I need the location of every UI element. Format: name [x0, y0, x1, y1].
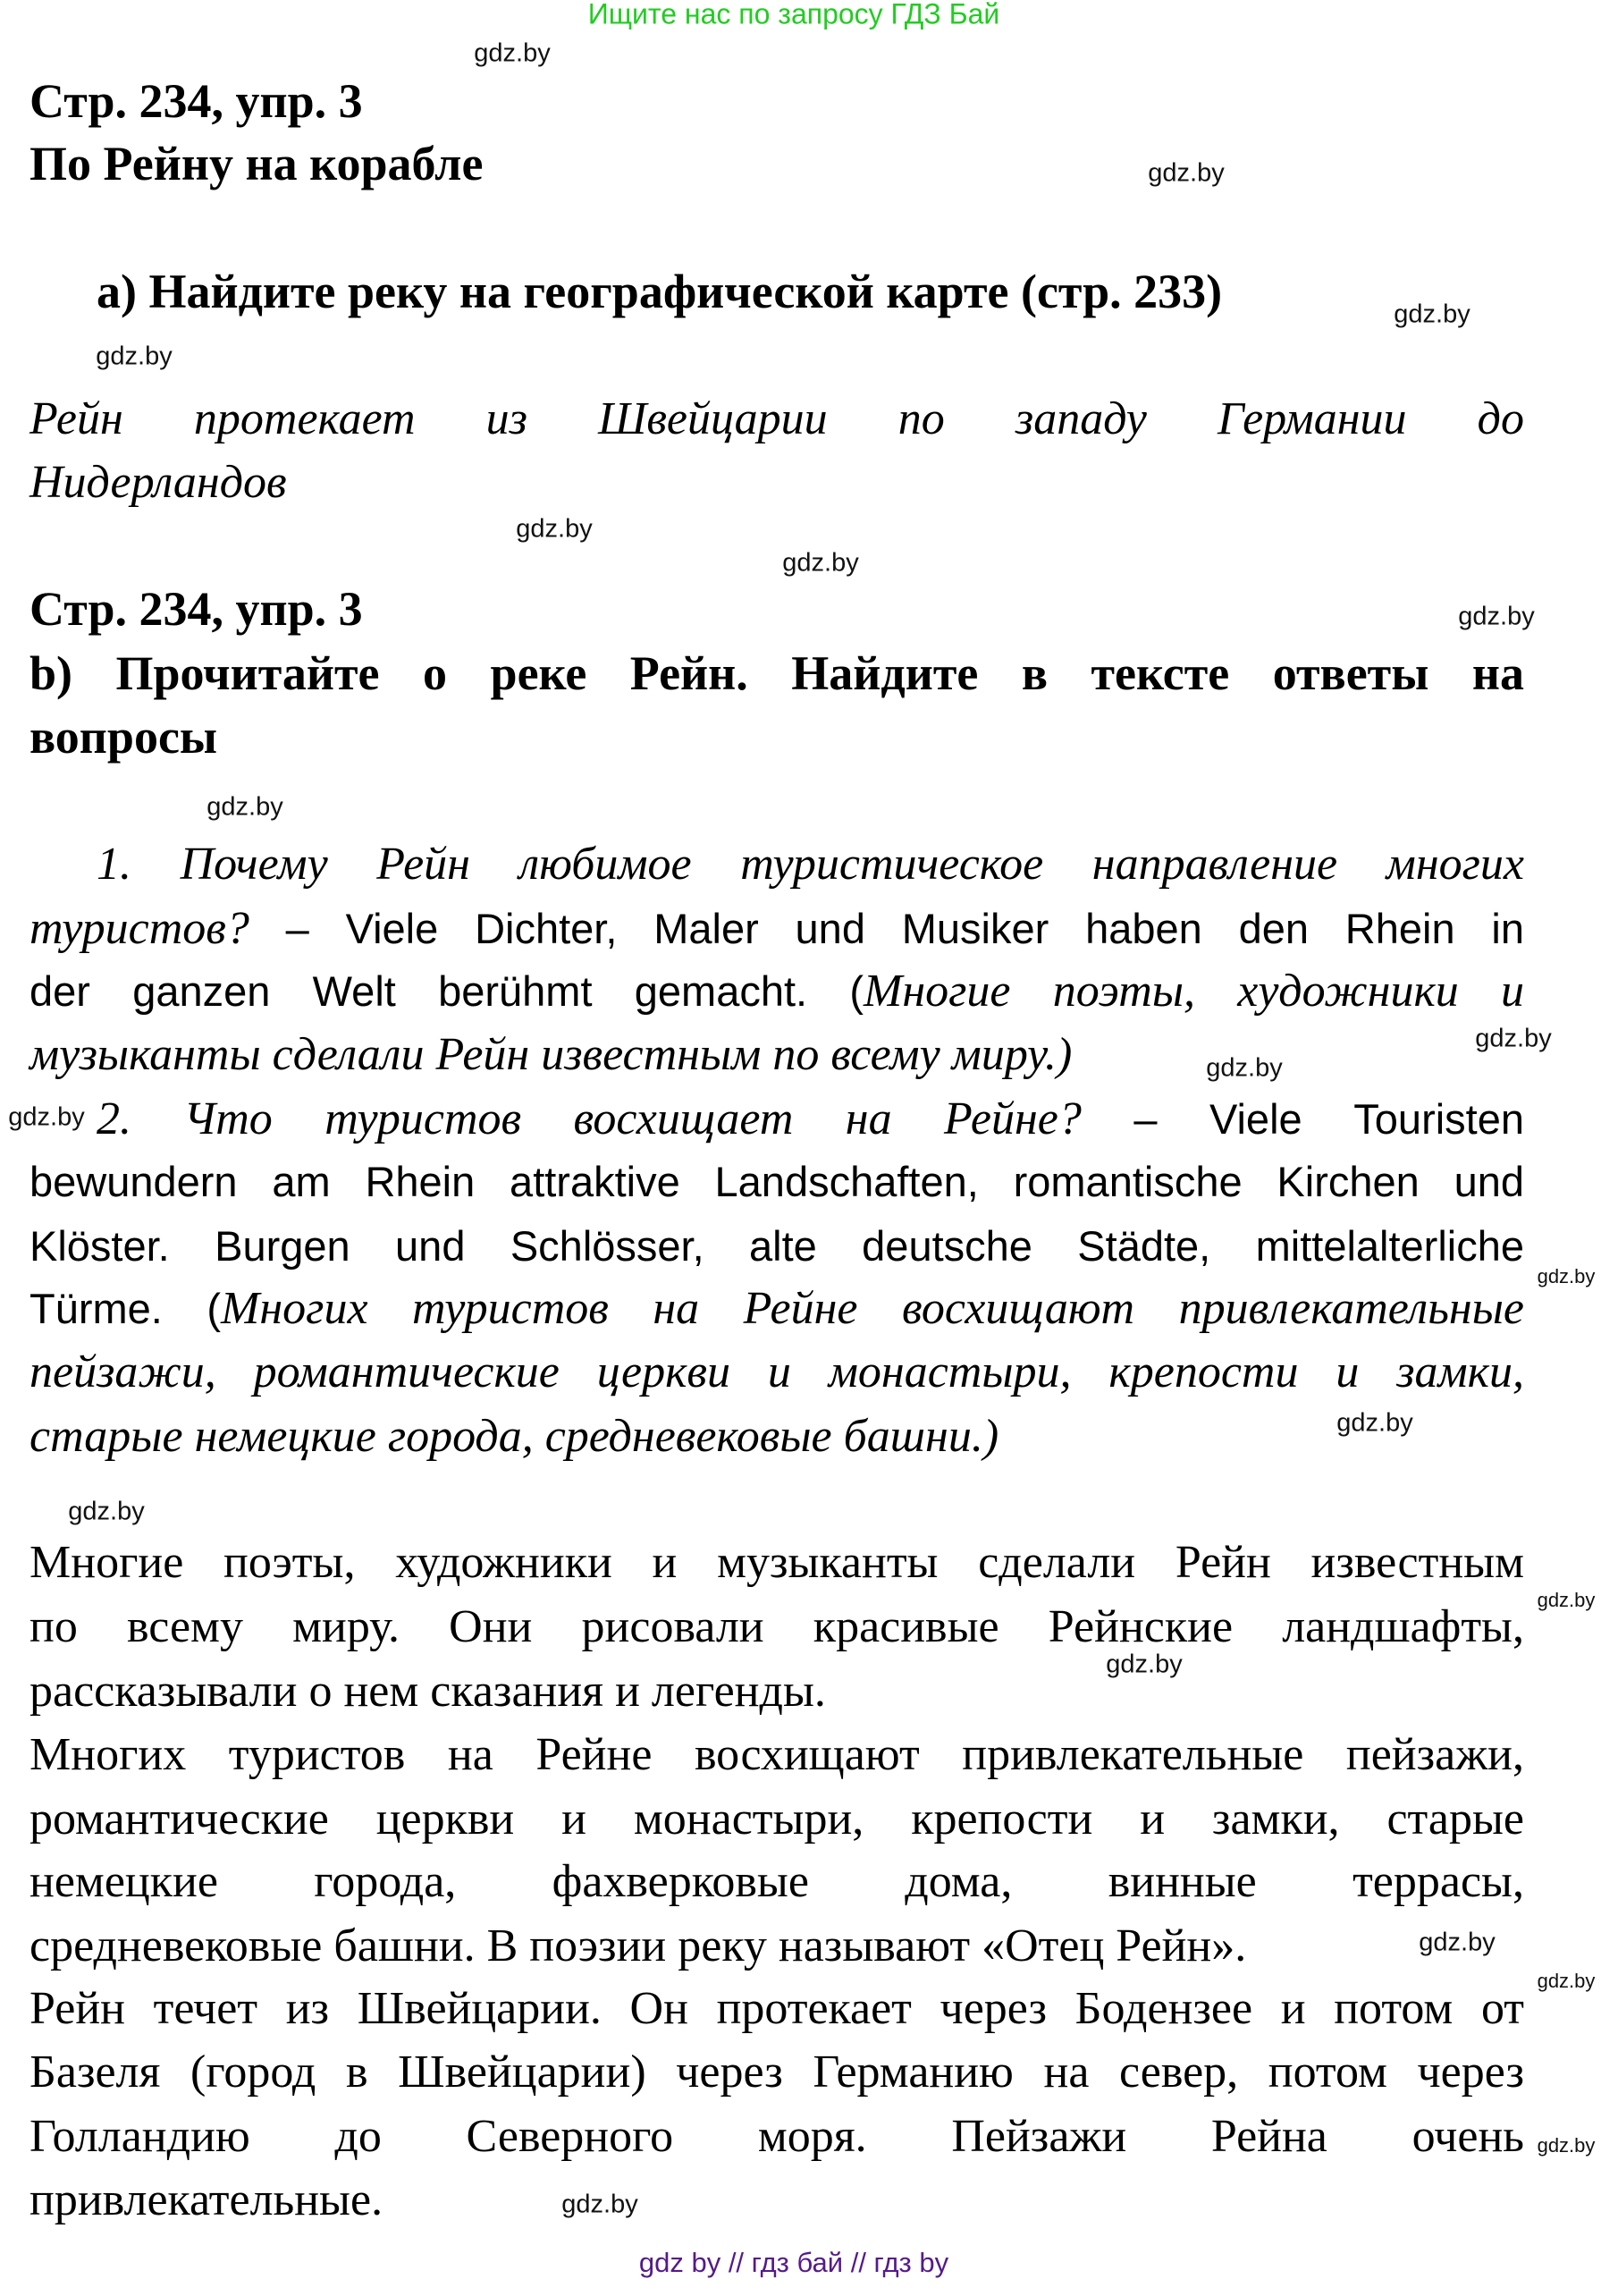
summary-line: [29, 1531, 1524, 1594]
question-1-line: [29, 959, 1524, 1023]
summary-line: [29, 1850, 1524, 1913]
text-segment: Многие поэты, художники и музыканты сделали Рейн известным: [29, 1537, 1524, 1588]
question-2-line: [97, 1087, 1524, 1151]
text-segment: привлекательные.: [29, 2174, 383, 2225]
text-segment: туристов?: [29, 903, 249, 954]
watermark: gdz.by: [1148, 158, 1225, 188]
text-segment: вопросы: [29, 710, 218, 764]
task-b-heading-line: [29, 642, 1524, 705]
text-segment: Многих туристов на Рейне восхищают привлекательные: [221, 1283, 1524, 1334]
question-2-line: [29, 1277, 1524, 1340]
text-segment: – Viele Dichter, Maler und Musiker haben den Rhein in: [249, 905, 1524, 952]
text-segment: По Рейну на корабле: [29, 137, 484, 190]
question-1-line: [97, 832, 1524, 896]
answer-a-line: [29, 451, 287, 514]
text-segment: старые немецкие города, средневековые башни.): [29, 1411, 999, 1462]
watermark: gdz.by: [561, 2190, 638, 2219]
text-segment: Стр. 234, упр. 3: [29, 582, 363, 636]
text-segment: Стр. 234, упр. 3: [29, 74, 363, 128]
watermark: gdz.by: [8, 1102, 85, 1132]
summary-line: [29, 2040, 1524, 2104]
question-1-line: [29, 897, 1524, 960]
text-segment: рассказывали о нем сказания и легенды.: [29, 1666, 826, 1717]
search-banner: Ищите нас по запросу ГДЗ Бай: [587, 0, 1000, 30]
text-segment: пейзажи, романтические церкви и монастыри, крепости и замки,: [29, 1346, 1524, 1397]
task-b-heading-line: [29, 705, 217, 769]
text-segment: der ganzen Welt berühmt gemacht. (: [29, 967, 864, 1015]
text-segment: Нидерландов: [29, 457, 287, 508]
summary-line: [29, 2105, 1524, 2168]
text-segment: 2. Что туристов восхищает на Рейне?: [97, 1093, 1082, 1144]
summary-line: [29, 2168, 383, 2232]
text-segment: музыканты сделали Рейн известным по всему миру.): [29, 1029, 1073, 1080]
text-segment: Klöster. Burgen und Schlösser, alte deutsche Städte, mittelalterliche: [29, 1222, 1524, 1270]
summary-line: [29, 1595, 1524, 1659]
footer-links: gdz by // гдз бай // гдз by: [638, 2247, 949, 2278]
text-segment: Многие поэты, художники и: [864, 966, 1524, 1017]
text-segment: Рейн протекает из Швейцарии по западу Германии до: [29, 393, 1524, 444]
watermark: gdz.by: [1394, 300, 1470, 329]
heading-title-line: [29, 132, 483, 196]
text-segment: немецкие города, фахверковые дома, винные террасы,: [29, 1856, 1524, 1907]
watermark: gdz.by: [1419, 1928, 1496, 1957]
watermark: gdz.by: [1106, 1650, 1183, 1679]
summary-line: [29, 1723, 1524, 1786]
task-a-heading-line: [97, 260, 1222, 324]
watermark: gdz.by: [1537, 2134, 1596, 2157]
text-segment: романтические церкви и монастыри, крепости и замки, старые: [29, 1794, 1524, 1844]
text-segment: Базеля (город в Швейцарии) через Германию на север, потом через: [29, 2047, 1524, 2098]
text-segment: Голландию до Северного моря. Пейзажи Рейна очень: [29, 2111, 1524, 2162]
watermark: gdz.by: [1206, 1053, 1283, 1083]
question-2-line: [29, 1214, 1524, 1278]
summary-line: [29, 1787, 1524, 1851]
text-segment: по всему миру. Они рисовали красивые Рейнские ландшафты,: [29, 1601, 1524, 1652]
text-segment: b) Прочитайте о реке Рейн. Найдите в тексте ответы на: [29, 646, 1524, 700]
question-2-line: [29, 1340, 1524, 1404]
text-segment: Türme. (: [29, 1285, 222, 1332]
text-segment: Рейн течет из Швейцарии. Он протекает через Бодензее и потом от: [29, 1983, 1524, 2034]
heading-page-ref-line: [29, 578, 363, 641]
text-segment: 1. Почему Рейн любимое туристическое направление многих: [97, 839, 1524, 890]
question-1-line: [29, 1023, 1072, 1086]
watermark: gdz.by: [782, 548, 859, 578]
watermark: gdz.by: [96, 342, 173, 371]
question-2-line: [29, 1150, 1524, 1213]
summary-line: [29, 1914, 1246, 1978]
text-segment: а) Найдите реку на географической карте (стр. 233): [97, 265, 1223, 318]
watermark: gdz.by: [516, 514, 593, 544]
watermark: gdz.by: [206, 792, 283, 822]
answer-a-line: [29, 387, 1524, 451]
text-segment: средневековые башни. В поэзии реку называют «Отец Рейн».: [29, 1920, 1247, 1971]
watermark: gdz.by: [68, 1497, 145, 1526]
watermark: gdz.by: [1336, 1408, 1413, 1438]
question-2-line: [29, 1405, 999, 1468]
watermark: gdz.by: [474, 38, 551, 68]
summary-line: [29, 1659, 826, 1723]
watermark: gdz.by: [1537, 1265, 1596, 1287]
watermark: gdz.by: [1537, 1970, 1596, 1992]
text-segment: Многих туристов на Рейне восхищают привлекательные пейзажи,: [29, 1729, 1524, 1780]
text-segment: – Viele Touristen: [1081, 1095, 1524, 1143]
watermark: gdz.by: [1475, 1024, 1552, 1053]
watermark: gdz.by: [1458, 602, 1535, 631]
heading-page-ref-line: [29, 70, 363, 133]
text-segment: bewundern am Rhein attraktive Landschaften, romantische Kirchen und: [29, 1158, 1524, 1205]
summary-line: [29, 1977, 1524, 2040]
watermark: gdz.by: [1537, 1589, 1596, 1611]
